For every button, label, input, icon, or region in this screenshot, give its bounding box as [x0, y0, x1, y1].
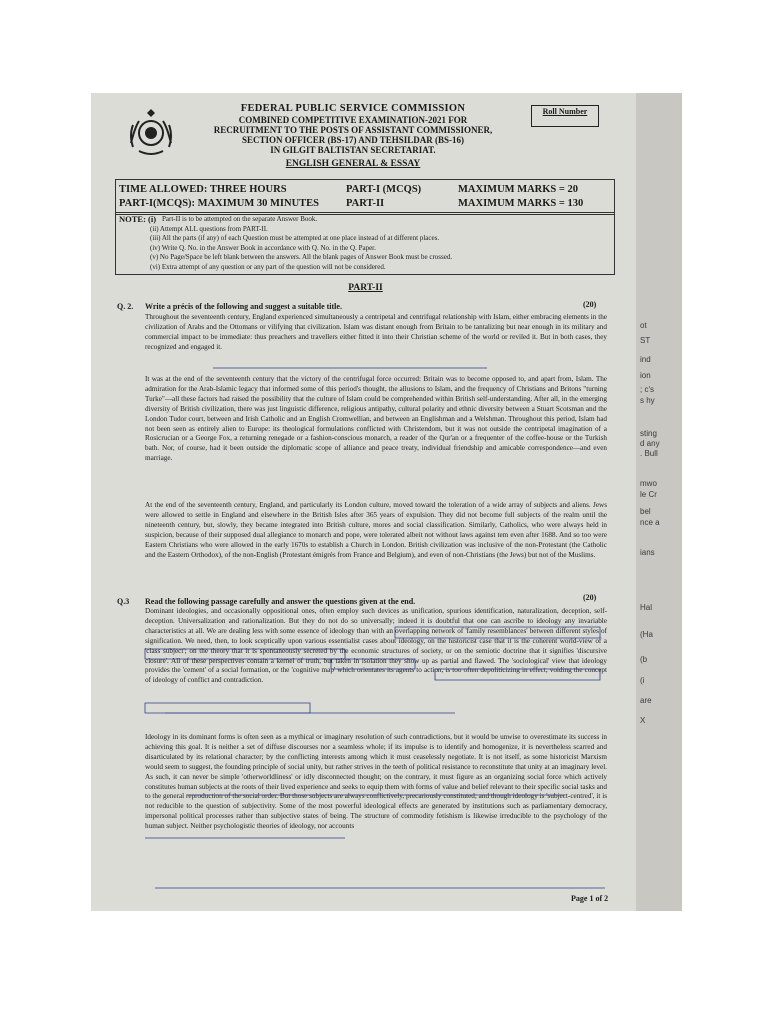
margin-fragment: ; c's: [640, 385, 654, 394]
margin-fragment: . Bull: [640, 449, 658, 458]
note-title: NOTE: (i): [119, 214, 157, 224]
margin-fragment: bel: [640, 507, 651, 516]
header-line: SECTION OFFICER (BS-17) AND TEHSILDAR (BS-16): [241, 135, 465, 145]
note-item: (v) No Page/Space be left blank between the answers. All the blank pages of Answer Book must be crossed.: [150, 253, 453, 261]
question-title: Read the following passage carefully and answer the questions given at the end.: [145, 597, 416, 606]
commission-title: FEDERAL PUBLIC SERVICE COMMISSION: [240, 103, 466, 114]
question-marks: (20): [583, 300, 597, 309]
margin-fragment: le Cr: [640, 490, 657, 499]
margin-fragment: ion: [640, 371, 651, 380]
margin-fragment: d any: [640, 439, 660, 448]
margin-fragment: X: [640, 716, 646, 725]
passage-paragraph: Throughout the seventeenth century, England experienced simultaneously a centripetal and centrifugal relationship with Islam, either embracing elements in the civilization of Arabs and the Ottomans or vilifying that civilization. Islam was distant enough from Britain to be tantalizing but near enough in its military and commercial impact to be immediate: thus preachers and travellers either fitted it into their Christian scheme of the world or reviled it. But in both cases, they recognized and engaged it.: [145, 313, 607, 351]
margin-fragment: sting: [640, 429, 657, 438]
subject-title: ENGLISH GENERAL & ESSAY: [285, 159, 421, 169]
note-item: (iv) Write Q. No. in the Answer Book in accordance with Q. No. in the Q. Paper.: [150, 243, 376, 252]
passage-paragraph: It was at the end of the seventeenth century that the victory of the centrifugal force occurred: Britain was to become opposed to, and apart from, Islam. The admiration for the Arab-Islamic legacy that informed some of this period's thought, the allusions to Islam, and the frequency of Christians and Britons "turning Turke"—all these factors had raised the possibility that the culture of Islam could be comprehended within British self-understanding. After all, in the emerging diversity of British civilization, there was just linguistic difference, religious antipathy, cultural polarity and ethnic diversity between a Stuart Scotsman and the London Tudor court, between and Irish Catholic and an English Cromwellian, and between an Englishman and a Welshman. Throughout this period, Islam had not been seen as entirely alien to Europe: its theological formulations conflicted with Christendom, but it was not outside the centripetal imagination of a Rosicrucian or a George Fox, a returning renegade or a fashion-conscious monarch, a reader of the Qur'an or a frequenter of the coffee-house or the Turkish bath. Nor, of course, had it been outside the diplomatic scope of alliance and peace treaty, individual friendship and amicable correspondence—and even marriage.: [145, 375, 607, 463]
passage-paragraph: At the end of the seventeenth century, England, and particularly its London culture, moved toward the toleration of a wide array of subjects and aliens. Jews were allowed to settle in England and elsewhere in the British Isles after 365 years of expulsion. They did not become full subjects of the realm until the nineteenth century, but, slowly, they became integrated into British culture, mores and social classification. Similarly, Catholics, who were always held in suspicion, because of their supposed dual allegiance to monarch and pope, were tolerated albeit not without laws against tem even after 1688. And so too were Eastern Christians who were allowed in the early 1670s to establish a Church in London. British civilization was inclusive of the non-Protestant (the Catholic and the Eastern Orthodox), of the non-English (Protestant émigrés from France and Belgium), and even of non-Christians (the Jews) but not of the Muslims.: [145, 501, 607, 559]
margin-fragment: ians: [640, 548, 655, 557]
question-marks: (20): [583, 593, 597, 602]
exam-paper-page: [95, 93, 636, 911]
margin-fragment: Hal: [640, 603, 653, 612]
margin-fragment: (Ha: [640, 630, 653, 639]
passage-paragraph: Dominant ideologies, and occasionally oppositional ones, often employ such devices as unification, spurious identification, naturalization, deception, self-deception. Universalization and rationalization. But they do not do so universally; indeed it is doubtful that one can ascribe to ideology any invariable characteristics at all. We are dealing less with some essence of ideology than with an overlapping network of 'family resemblances' between different styles of signification. We need, then, to look sceptically upon various essentialist cases about ideology, on the historicist case that it is the coherent world-view of a 'class subject'; on the theory that it is spontaneously secreted by the economic structures of society, or on the semiotic doctrine that it signifies 'discursive closure'. All of these perspectives contain a kernel of truth, but taken in isolation they show up as partial and flawed. The 'sociological' view that ideology provides the 'cement' of a social formation, or the 'cognitive map' which orientates its agents to action, is too often depoliticizing in effect, voiding the concept of ideology of conflict and contradiction.: [145, 607, 607, 685]
time-allowed: TIME ALLOWED: THREE HOURS: [119, 184, 287, 195]
mcq-time: PART-I(MCQS): MAXIMUM 30 MINUTES: [119, 198, 319, 209]
note-item: Part-II is to be attempted on the separate Answer Book.: [162, 215, 318, 223]
margin-fragment: (b: [640, 655, 648, 664]
instructions-note: [115, 212, 615, 275]
part1-label: PART-I (MCQS): [346, 184, 422, 195]
question-title: Write a précis of the following and suggest a suitable title.: [145, 302, 342, 311]
note-item: (iii) All the parts (if any) of each Question must be attempted at one place instead of at different places.: [150, 234, 440, 242]
margin-fragment: ind: [640, 355, 651, 364]
note-item: (ii) Attempt ALL questions from PART-II.: [150, 224, 268, 233]
part2-label: PART-II: [346, 198, 385, 209]
margin-fragment: mwo: [640, 479, 657, 488]
question-number: Q.3: [117, 597, 130, 606]
margin-fragment: are: [640, 696, 652, 705]
margin-fragment: (i: [640, 676, 645, 685]
margin-fragment: nce a: [640, 518, 660, 527]
margin-fragment: ot: [640, 321, 647, 330]
page-number: Page 1 of 2: [571, 894, 609, 903]
adjacent-page-strip: [636, 93, 682, 911]
margin-fragment: ST: [640, 336, 651, 345]
part-heading: PART-II: [348, 283, 383, 293]
exam-info-table: [115, 179, 615, 215]
question-number: Q. 2.: [117, 302, 134, 311]
passage-paragraph: Ideology in its dominant forms is often seen as a mythical or imaginary resolution of such contradictions, but it would be unwise to overestimate its success in achieving this goal. It is neither a set of diffuse discourses nor a seamless whole; if its impulse is to identify and homogenize, it is nevertheless scarred and disarticulated by its relational character; by the conflicting interests among which it must ceaselessly negotiate. It is not itself, as some historicist Marxism would seem to suggest, the founding principle of social unity, but rather strives in the teeth of political resistance to reconstitute that unity at an imaginary level. As such, it can never be simple 'otherworldliness' or idly disconnected thought; on the contrary, it must figure as an organizing social force which actively constitutes human subjects at the roots of their lived experience and seeks to equip them with forms of value and belief relevant to their specific social tasks and to the general reproduction of the social order. But those subjects are always conflictively, precariously constituted; and though ideology is 'subject-centred', it is not reducible to the question of subjectivity. Some of the most powerful ideological effects are generated by institutions such as parliamentary democracy, impersonal political processes rather than subjective states of being. The structure of commodity fetishism is likewise irreducible to the psychology of the human subject. Neither psychologistic theories of ideology, nor accounts: [145, 733, 607, 831]
max-marks-part2: MAXIMUM MARKS = 130: [458, 198, 584, 209]
roll-number-box: Roll Number: [531, 105, 599, 127]
max-marks-part1: MAXIMUM MARKS = 20: [458, 184, 579, 195]
header-line: IN GILGIT BALTISTAN SECRETARIAT.: [270, 145, 436, 155]
government-emblem-icon: [125, 107, 177, 159]
note-item: (vi) Extra attempt of any question or any part of the question will not be considered.: [150, 262, 386, 271]
margin-fragment: s hy: [640, 396, 655, 405]
header-line: RECRUITMENT TO THE POSTS OF ASSISTANT COMMISSIONER,: [213, 125, 493, 135]
header-line: COMBINED COMPETITIVE EXAMINATION-2021 FOR: [238, 115, 468, 125]
